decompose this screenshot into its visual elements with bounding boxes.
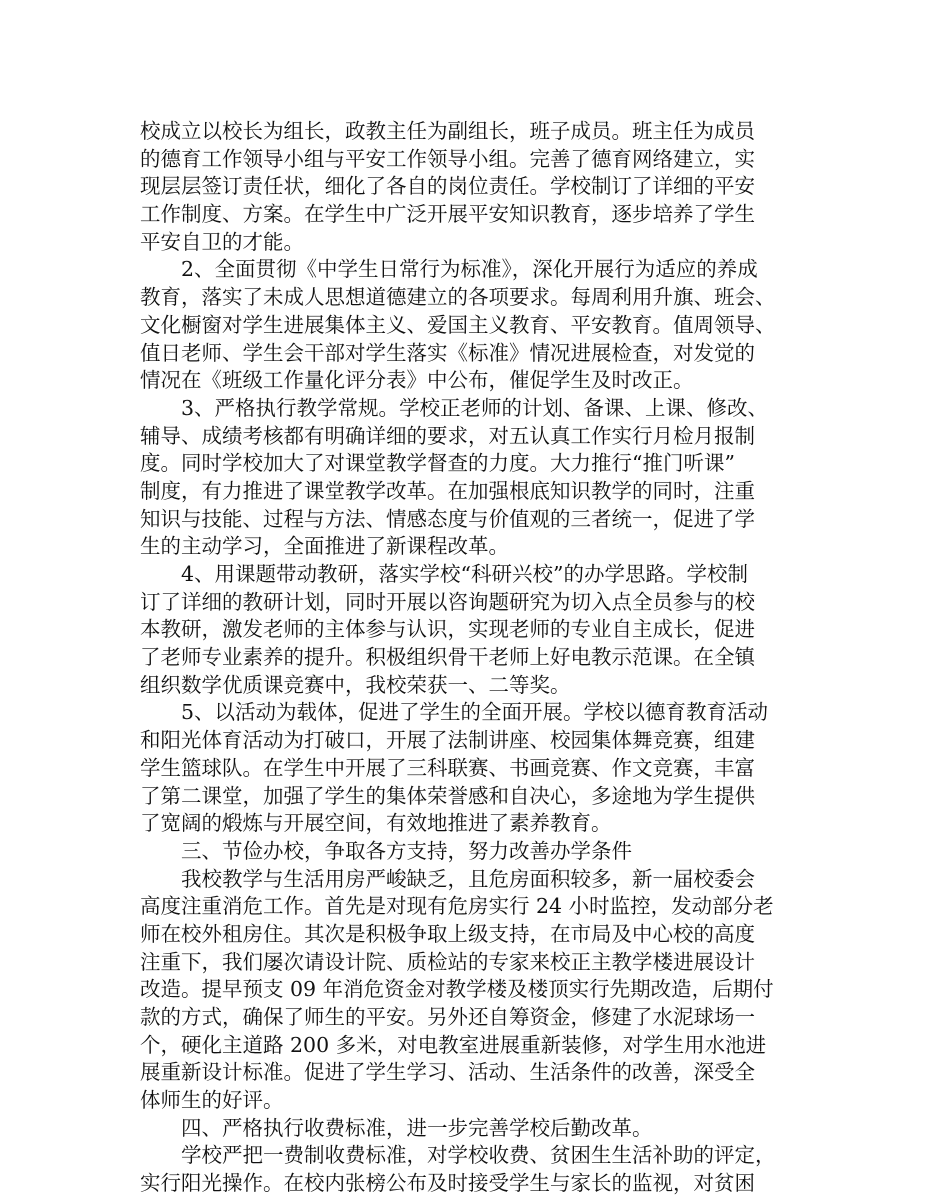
text-line: 4、用课题带动教研，落实学校“科研兴校”的办学思路。学校制 (140, 562, 749, 586)
text-line: 款的方式，确保了师生的平安。另外还自筹资金，修建了水泥球场一 (140, 1005, 755, 1029)
text-line: 了宽阔的煅炼与开展空间，有效地推进了素养教育。 (140, 811, 612, 836)
text-line: 本教研，激发老师的主体参与认识，实现老师的专业自主成长，促进 (140, 617, 755, 642)
text-line: 订了详细的教研计划，同时开展以咨询题研究为切入点全员参与的校 (140, 589, 755, 614)
text-line: 生的主动学习，全面推进了新课程改革。 (140, 534, 509, 559)
text-line: 组织数学优质课竞赛中，我校荣获一、二等奖。 (140, 672, 571, 697)
text-line: 制度，有力推进了课堂教学改革。在加强根底知识教学的同时，注重 (140, 478, 755, 503)
text-line: 辅导、成绩考核都有明确详细的要求，对五认真工作实行月检月报制 (140, 423, 755, 448)
text-line: 我校教学与生活用房严峻缺乏，且危房面积较多，新一届校委会 (140, 866, 755, 891)
text-line: 学校严把一费制收费标准，对学校收费、贫困生生活补助的评定， (140, 1143, 776, 1168)
text-line: 个，硬化主道路 200 多米，对电教室进展重新装修，对学生用水池进 (140, 1032, 767, 1057)
text-line: 3、严格执行教学常规。学校正老师的计划、备课、上课、修改、 (140, 395, 769, 420)
text-line: 平安自卫的才能。 (140, 229, 304, 254)
text-line: 情况在《班级工作量化评分表》中公布，催促学生及时改正。 (140, 368, 694, 393)
text-line: 2、全面贯彻《中学生日常行为标准》，深化开展行为适应的养成 (140, 257, 758, 282)
text-line: 高度注重消危工作。首先是对现有危房实行 24 小时监控，发动部分老 (140, 894, 774, 919)
text-line: 的德育工作领导小组与平安工作领导小组。完善了德育网络建立，实 (140, 146, 755, 171)
document-body (140, 118, 820, 1198)
text-line: 文化橱窗对学生进展集体主义、爱国主义教育、平安教育。值周领导、 (140, 312, 776, 337)
text-line: 体师生的好评。 (140, 1088, 284, 1113)
text-line: 工作制度、方案。在学生中广泛开展平安知识教育，逐步培养了学生 (140, 202, 755, 227)
text-line: 学生篮球队。在学生中开展了三科联赛、书画竞赛、作文竞赛，丰富 (140, 755, 755, 780)
text-line: 度。同时学校加大了对课堂教学督查的力度。大力推行“推门听课” (140, 451, 735, 476)
text-line: 5、以活动为载体，促进了学生的全面开展。学校以德育教育活动 (140, 700, 769, 725)
text-line: 四、严格执行收费标准，进一步完善学校后勤改革。 (140, 1115, 653, 1140)
text-line: 知识与技能、过程与方法、情感态度与价值观的三者统一，促进了学 (140, 506, 755, 531)
text-line: 和阳光体育活动为打破口，开展了法制讲座、校园集体舞竞赛，组建 (140, 728, 755, 753)
text-line: 实行阳光操作。在校内张榜公布及时接受学生与家长的监视，对贫困 (140, 1171, 755, 1196)
text-line: 了老师专业素养的提升。积极组织骨干老师上好电教示范课。在全镇 (140, 645, 755, 670)
text-line: 三、节俭办校，争取各方支持，努力改善办学条件 (140, 838, 632, 863)
text-line: 教育，落实了未成人思想道德建立的各项要求。每周利用升旗、班会、 (140, 285, 776, 310)
text-line: 了第二课堂，加强了学生的集体荣誉感和自决心，多途地为学生提供 (140, 783, 755, 808)
text-line: 值日老师、学生会干部对学生落实《标准》情况进展检查，对发觉的 (140, 340, 755, 365)
text-line: 师在校外租房住。其次是积极争取上级支持，在市局及中心校的高度 (140, 921, 755, 946)
text-line: 现层层签订责任状，细化了各自的岗位责任。学校制订了详细的平安 (140, 174, 755, 199)
text-line: 展重新设计标准。促进了学生学习、活动、生活条件的改善，深受全 (140, 1060, 755, 1085)
text-line: 改造。提早预支 09 年消危资金对教学楼及楼顶实行先期改造，后期付 (140, 977, 774, 1002)
text-line: 注重下，我们屡次请设计院、质检站的专家来校正主教学楼进展设计 (140, 949, 755, 974)
text-line: 校成立以校长为组长，政教主任为副组长，班子成员。班主任为成员 (140, 119, 755, 143)
